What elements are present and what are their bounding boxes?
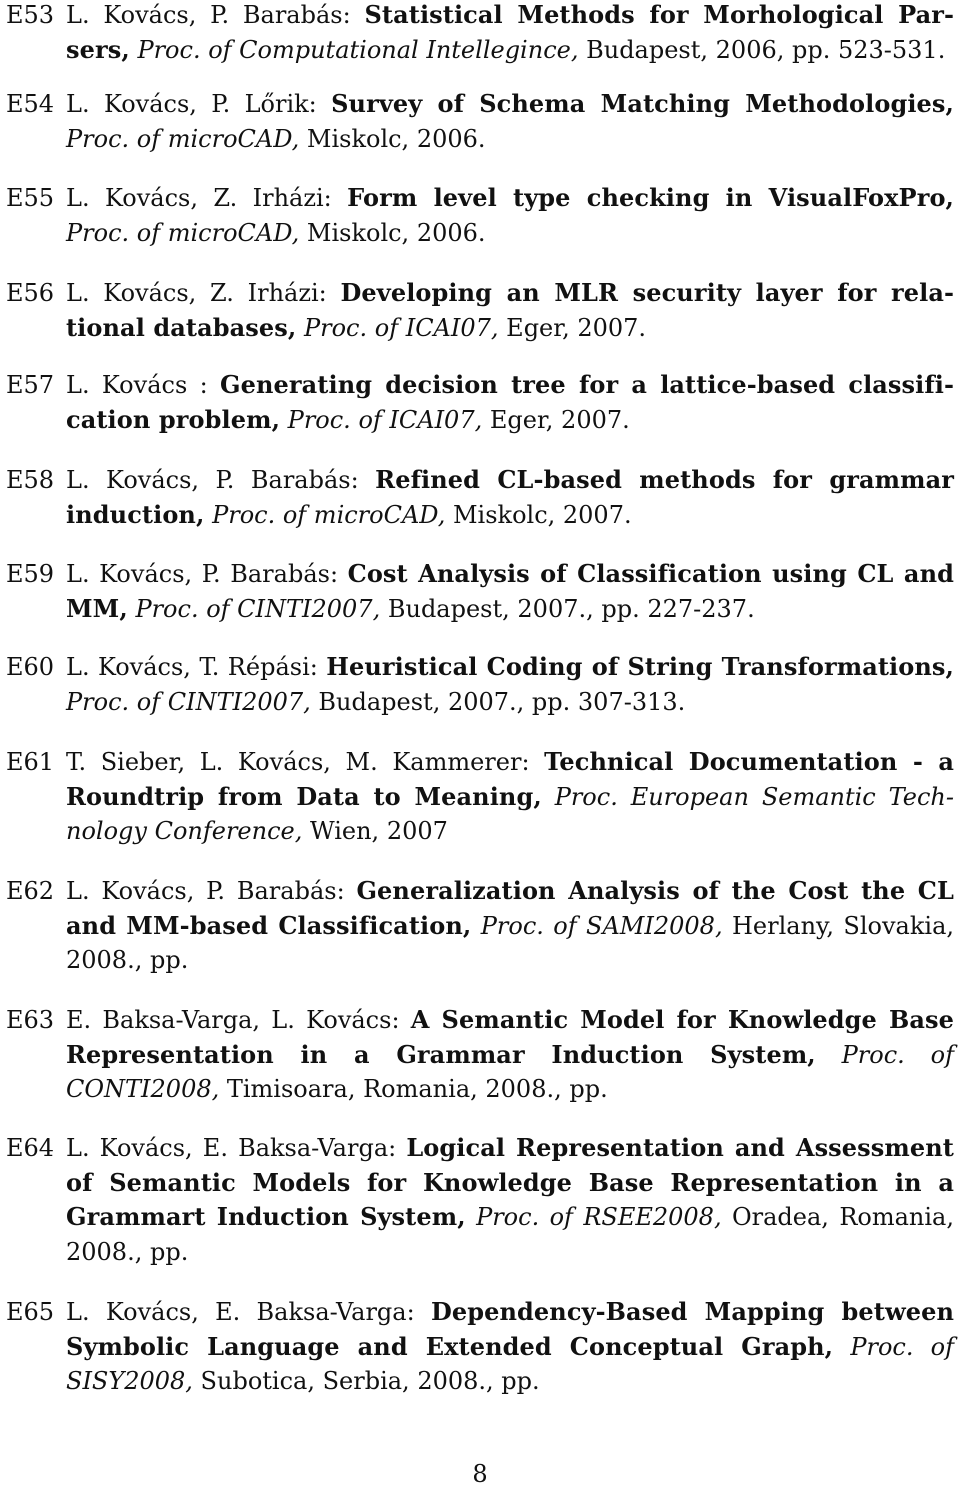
reference-details: Eger, 2007.: [482, 405, 630, 434]
reference-text: [66, 650, 954, 719]
reference-details: Miskolc, 2006.: [299, 218, 486, 247]
reference-text: [66, 1295, 954, 1399]
reference-number: E58: [6, 466, 55, 494]
reference-title: Statistical Methods for Morhological Parsers,: [66, 0, 954, 64]
reference-details: Eger, 2007.: [498, 313, 647, 342]
reference-authors: L. Kovács, P. Lőrik:: [66, 90, 332, 118]
reference-number: E64: [6, 1134, 55, 1162]
reference-text: [66, 0, 954, 67]
reference-venue: Proc. of microCAD,: [66, 124, 300, 153]
reference-text: [66, 181, 954, 250]
reference-title: Form level type checking in VisualFoxPro,: [347, 183, 955, 212]
reference-authors: T. Sieber, L. Kovács, M. Kammerer:: [66, 748, 545, 776]
reference-text: [66, 1003, 954, 1107]
reference-venue: Proc. of Computational Intellegince,: [137, 35, 579, 64]
reference-title: Logical Representation and Assessment of Semantic Models for Knowledge Base Representation in a Grammart Induction System,: [66, 1133, 954, 1231]
reference-text: [66, 368, 954, 437]
reference-authors: L. Kovács, E. Baksa-Varga:: [66, 1134, 407, 1162]
reference-authors: L. Kovács :: [66, 371, 221, 399]
reference-authors: L. Kovács, Z. Irházi:: [66, 279, 341, 307]
reference-text: [66, 1131, 954, 1269]
reference-authors: L. Kovács, E. Baksa-Varga:: [66, 1298, 431, 1326]
reference-authors: E. Baksa-Varga, L. Kovács:: [66, 1006, 411, 1034]
reference-venue: Proc. of CINTI2007,: [135, 594, 381, 623]
reference-number: E63: [6, 1006, 55, 1034]
reference-details: Miskolc, 2007.: [445, 500, 632, 529]
reference-authors: L. Kovács, P. Barabás:: [66, 560, 348, 588]
reference-number: E60: [6, 653, 55, 681]
reference-details: Oradea, Romania, 2008., pp.: [66, 1203, 954, 1266]
reference-venue: Proc. of microCAD,: [212, 500, 446, 529]
reference-authors: L. Kovács, P. Barabás:: [66, 877, 357, 905]
reference-text: [66, 87, 954, 156]
reference-number: E54: [6, 90, 55, 118]
reference-authors: L. Kovács, T. Répási:: [66, 653, 327, 681]
reference-details: Timisoara, Romania, 2008., pp.: [219, 1075, 608, 1103]
reference-title: Cost Analysis of Classification using CL and MM,: [66, 559, 955, 623]
reference-text: [66, 463, 954, 532]
reference-number: E65: [6, 1298, 55, 1326]
reference-authors: L. Kovács, P. Barabás:: [66, 466, 376, 494]
reference-title: Refined CL-based methods for grammar induction,: [66, 465, 954, 529]
reference-venue: Proc. of SISY2008,: [66, 1332, 954, 1395]
reference-text: [66, 874, 954, 978]
reference-number: E53: [6, 1, 55, 29]
reference-title: Generating decision tree for a lattice-based classification problem,: [66, 370, 954, 434]
reference-details: Budapest, 2007., pp. 227-237.: [380, 594, 755, 623]
reference-text: [66, 745, 954, 849]
reference-number: E57: [6, 371, 55, 399]
reference-number: E59: [6, 560, 55, 588]
reference-venue: Proc. of ICAI07,: [303, 313, 499, 342]
reference-details: Herlany, Slovakia, 2008., pp.: [66, 911, 955, 974]
reference-venue: Proc. of microCAD,: [66, 218, 300, 247]
reference-title: Heuristical Coding of String Transformations,: [326, 652, 954, 681]
reference-details: Wien, 2007: [302, 817, 448, 845]
reference-details: Subotica, Serbia, 2008., pp.: [192, 1367, 540, 1395]
reference-number: E62: [6, 877, 55, 905]
reference-venue: Proc. of ICAI07,: [287, 405, 483, 434]
reference-title: Survey of Schema Matching Methodologies,: [331, 89, 954, 118]
reference-title: Generalization Analysis of the Cost the CL and MM-based Classification,: [66, 876, 954, 940]
reference-number: E55: [6, 184, 55, 212]
reference-venue: Proc. of CINTI2007,: [66, 687, 311, 716]
reference-venue: Proc. of SAMI2008,: [480, 911, 723, 940]
reference-text: [66, 276, 954, 345]
reference-number: E61: [6, 748, 55, 776]
page-number: 8: [472, 1460, 488, 1488]
reference-number: E56: [6, 279, 55, 307]
reference-venue: Proc. of RSEE2008,: [476, 1203, 722, 1231]
reference-venue: Proc. of CONTI2008,: [66, 1040, 954, 1103]
reference-title: Technical Documentation - a Roundtrip from Data to Meaning,: [66, 747, 954, 811]
reference-text: [66, 557, 954, 626]
reference-details: Miskolc, 2006.: [299, 124, 486, 153]
reference-details: Budapest, 2007., pp. 307-313.: [310, 687, 686, 716]
reference-title: Developing an MLR security layer for relational databases,: [66, 278, 954, 342]
reference-title: A Semantic Model for Knowledge Base Representation in a Grammar Induction System,: [66, 1005, 954, 1069]
reference-authors: L. Kovács, Z. Irházi:: [66, 184, 348, 212]
reference-title: Dependency-Based Mapping between Symbolic Language and Extended Conceptual Graph,: [66, 1297, 954, 1361]
reference-authors: L. Kovács, P. Barabás:: [66, 1, 365, 29]
reference-venue: Proc. European Semantic Technology Conference,: [66, 782, 954, 845]
reference-details: Budapest, 2006, pp. 523-531.: [578, 35, 946, 64]
